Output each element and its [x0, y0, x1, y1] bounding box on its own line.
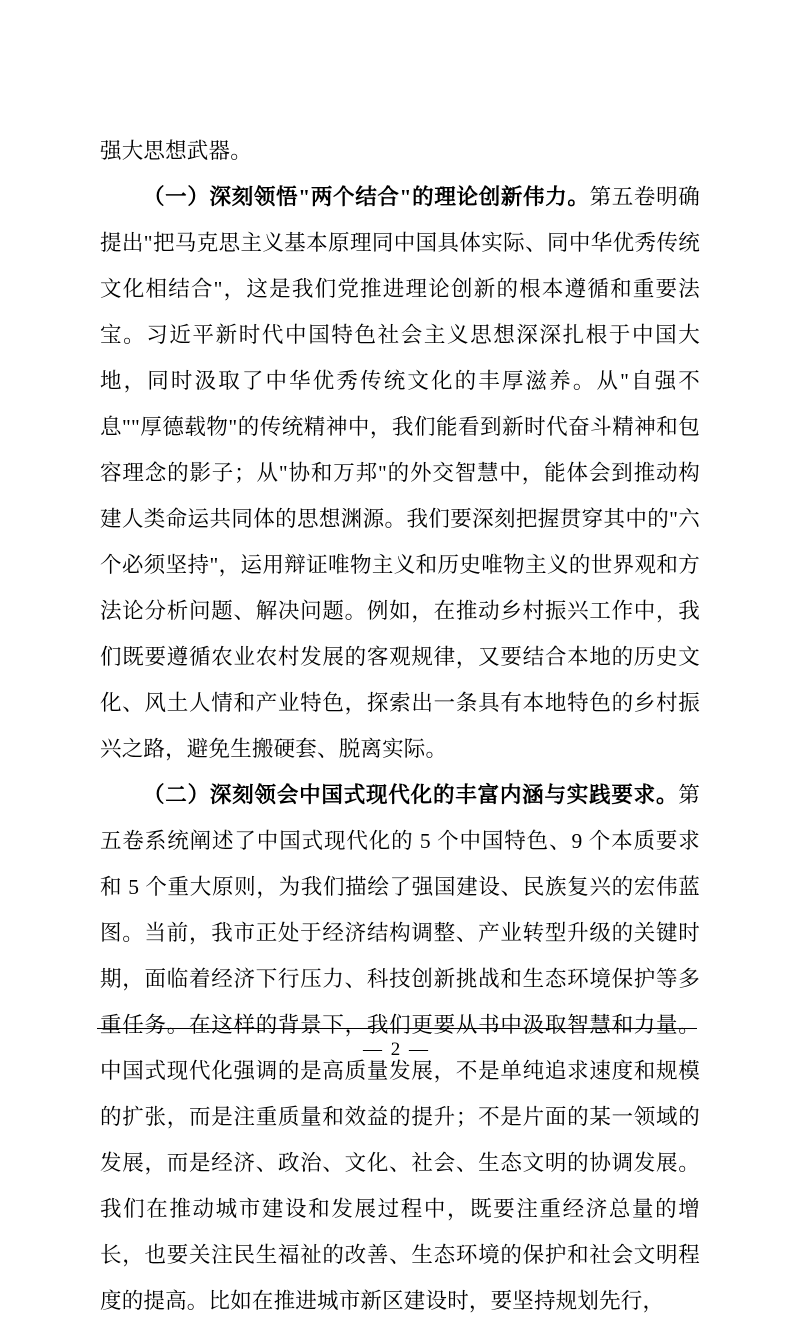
paragraph-heading-lead: （一）深刻领悟"两个结合"的理论创新伟力。 — [143, 185, 590, 209]
paragraph-text: 强大思想武器。 — [100, 139, 252, 163]
paragraph-text: 第五卷系统阐述了中国式现代化的 5 个中国特色、9 个本质要求和 5 个重大原则，为我们描绘了强国建设、民族复兴的宏伟蓝图。当前，我市正处于经济结构调整、产业转型升级的关键时期，面临着经济下行压力、科技创新挑战和生态环境保护等多重任务。在这样的背景下，我们更要从书中汲取智慧和力量。中国式现代化强调的是高质量发展，不是单纯追求速度和规模的扩张，而是注重质量和效益的提升；不是片面的某一领域的发展，而是经济、政治、文化、社会、生态文明的协调发展。我们在推动城市建设和发展过程中，既要注重经济总量的增长，也要关注民生福祉的改善、生态环境的保护和社会文明程度的提高。比如在推进城市新区建设时，要坚持规划先行， — [100, 783, 700, 1313]
paragraph-section-one — [100, 174, 700, 772]
footer-divider — [97, 1028, 697, 1029]
page-footer — [0, 1028, 793, 1061]
document-body — [100, 128, 700, 1324]
paragraph-text: 第五卷明确提出"把马克思主义基本原理同中国具体实际、同中华优秀传统文化相结合"，这是我们党推进理论创新的根本遵循和重要法宝。习近平新时代中国特色社会主义思想深深扎根于中国大地，同时汲取了中华优秀传统文化的丰厚滋养。从"自强不息""厚德载物"的传统精神中，我们能看到新时代奋斗精神和包容理念的影子；从"协和万邦"的外交智慧中，能体会到推动构建人类命运共同体的思想渊源。我们要深刻把握贯穿其中的"六个必须坚持"，运用辩证唯物主义和历史唯物主义的世界观和方法论分析问题、解决问题。例如，在推动乡村振兴工作中，我们既要遵循农业农村发展的客观规律，又要结合本地的历史文化、风土人情和产业特色，探索出一条具有本地特色的乡村振兴之路，避免生搬硬套、脱离实际。 — [100, 185, 700, 761]
page-number: — 2 — — [363, 1039, 430, 1060]
paragraph-heading-lead: （二）深刻领会中国式现代化的丰富内涵与实践要求。 — [143, 783, 679, 807]
paragraph-continued — [100, 128, 700, 174]
